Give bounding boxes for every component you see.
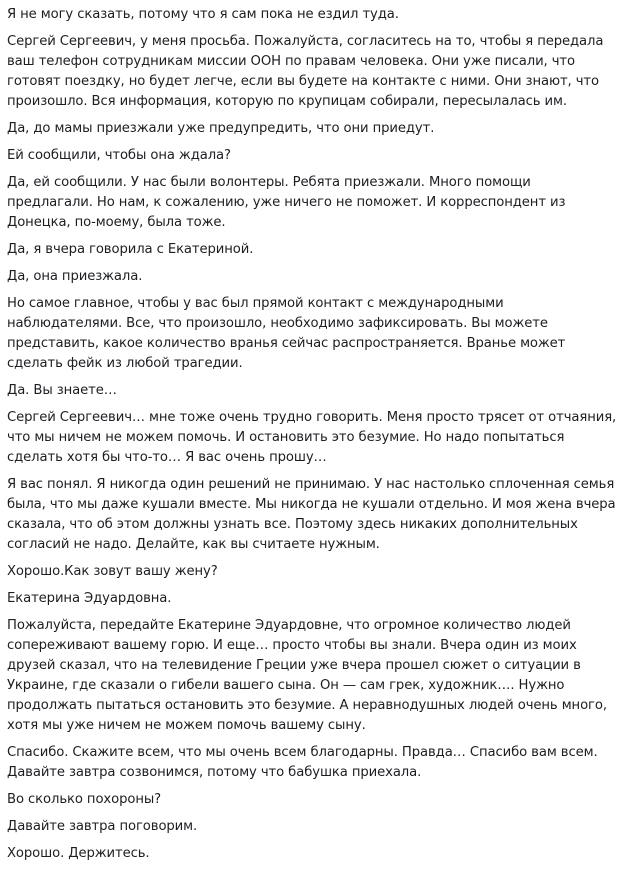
paragraph: Но самое главное, чтобы у вас был прямой контакт с международными наблюдателями. Все, что произошло, необходимо зафиксировать. Вы можете представить, какое количество вранья сейчас распространяется. Вранье может сделать фейк из любой трагедии. [7,296,566,371]
paragraph: Хорошо. Держитесь. [7,846,150,861]
paragraph: Да, ей сообщили. У нас были волонтеры. Ребята приезжали. Много помощи предлагали. Но нам, к сожалению, уже ничего не поможет. И корреспондент из Донецка, по-моему, была тоже. [7,175,566,230]
interview-transcript [7,5,617,871]
paragraph: Во сколько похороны? [7,792,162,807]
paragraph: Давайте завтра поговорим. [7,819,198,834]
paragraph: Ей сообщили, чтобы она ждала? [7,148,231,163]
paragraph: Да. Вы знаете… [7,383,117,398]
paragraph: Да, она приезжала. [7,269,143,284]
paragraph: Сергей Сергеевич, у меня просьба. Пожалуйста, согласитесь на то, чтобы я передала ваш телефон сотрудникам миссии ООН по правам человека. Они уже писали, что готовят поездку, но будет легче, если вы будете на контакте с ними. Они знают, что произошло. Вся информация, которую по крупицам собирали, пересылалась им. [7,34,604,109]
paragraph: Я не могу сказать, потому что я сам пока не ездил туда. [7,7,399,22]
paragraph: Хорошо.Как зовут вашу жену? [7,564,218,579]
paragraph: Пожалуйста, передайте Екатерине Эдуардовне, что огромное количество людей сопереживают вашему горю. И еще… просто чтобы вы знали. Вчера один из моих друзей сказал, что на телевидение Греции уже вчера прошел сюжет о ситуации в Украине, где сказали о гибели вашего сына. Он — сам грек, художник…. Нужно продолжать пытаться остановить это безумие. А неравнодушных людей очень много, хотя мы уже ничем не можем помочь вашему сыну. [7,618,607,733]
paragraph: Да, я вчера говорила с Екатериной. [7,242,254,257]
paragraph: Я вас понял. Я никогда один решений не принимаю. У нас настолько сплоченная семья была, что мы даже кушали вместе. Мы никогда не кушали отдельно. И моя жена вчера сказала, что об этом должны узнать все. Поэтому здесь никаких дополнительных согласий не надо. Делайте, как вы считаете нужным. [7,477,616,552]
paragraph: Да, до мамы приезжали уже предупредить, что они приедут. [7,121,435,136]
paragraph: Спасибо. Скажите всем, что мы очень всем благодарны. Правда… Спасибо вам всем. Давайте завтра созвонимся, потому что бабушка приехала. [7,745,598,780]
paragraph: Сергей Сергеевич… мне тоже очень трудно говорить. Меня просто трясет от отчаяния, что мы ничем не можем помочь. И остановить это безумие. Но надо попытаться сделать хотя бы что-то… Я вас очень прошу… [7,410,617,465]
paragraph: Екатерина Эдуардовна. [7,591,172,606]
